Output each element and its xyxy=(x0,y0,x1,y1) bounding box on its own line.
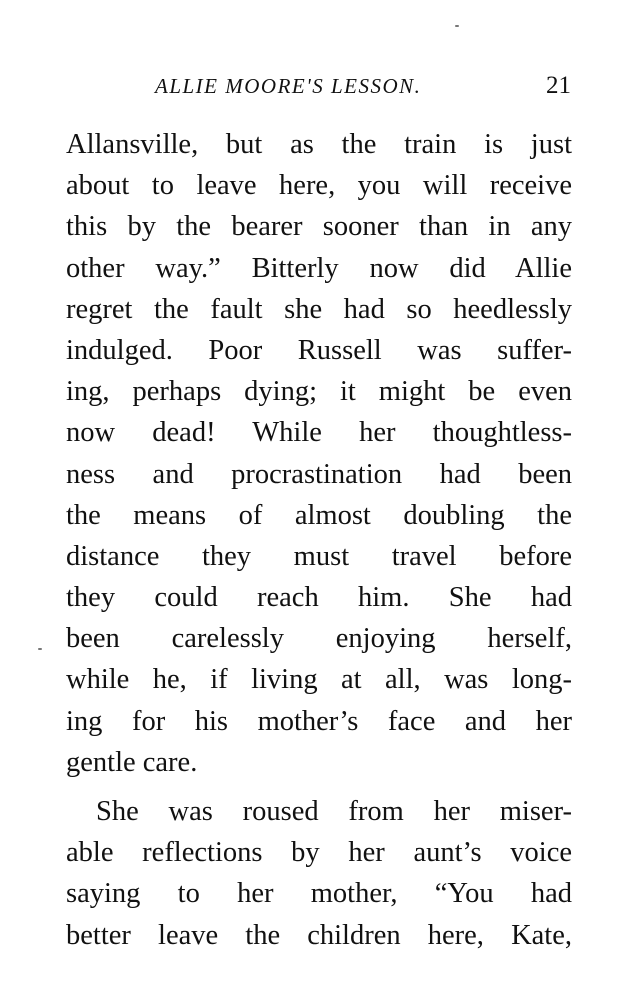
print-speck xyxy=(455,25,459,27)
text-line: about to leave here, you will receive xyxy=(66,170,572,202)
text-line: been carelessly enjoying herself, xyxy=(66,623,572,655)
text-line: distance they must travel before xyxy=(66,540,572,572)
text-line: She was roused from her miser- xyxy=(96,796,572,827)
text-line: regret the fault she had so heedlessly xyxy=(66,293,572,325)
text-line: gentle care. xyxy=(66,746,198,778)
print-speck xyxy=(38,648,42,650)
paragraph-gap xyxy=(66,783,572,791)
text-line: ing for his mother’s face and her xyxy=(66,705,572,737)
page-number: 21 xyxy=(546,72,571,99)
text-line: this by the bearer sooner than in any xyxy=(66,211,572,243)
text-line: the means of almost doubling the xyxy=(66,499,572,531)
text-line: ing, perhaps dying; it might be even xyxy=(66,376,572,408)
text-line: saying to her mother, “You had xyxy=(66,878,572,910)
text-line: now dead! While her thoughtless- xyxy=(66,417,572,449)
text-line: better leave the children here, Kate, xyxy=(66,919,572,951)
text-line: able reflections by her aunt’s voice xyxy=(66,837,572,869)
text-line: other way.” Bitterly now did Allie xyxy=(66,252,572,284)
text-line: while he, if living at all, was long- xyxy=(66,664,572,696)
text-line: they could reach him. She had xyxy=(66,582,572,614)
paragraph-1 xyxy=(66,124,572,783)
text-line: ness and procrastination had been xyxy=(66,458,572,490)
text-line: indulged. Poor Russell was suffer- xyxy=(66,334,572,366)
body-text xyxy=(66,124,572,956)
running-title: ALLIE MOORE'S LESSON. xyxy=(155,74,422,98)
running-head xyxy=(0,70,637,106)
text-line: Allansville, but as the train is just xyxy=(66,129,572,160)
paragraph-2 xyxy=(66,791,572,956)
